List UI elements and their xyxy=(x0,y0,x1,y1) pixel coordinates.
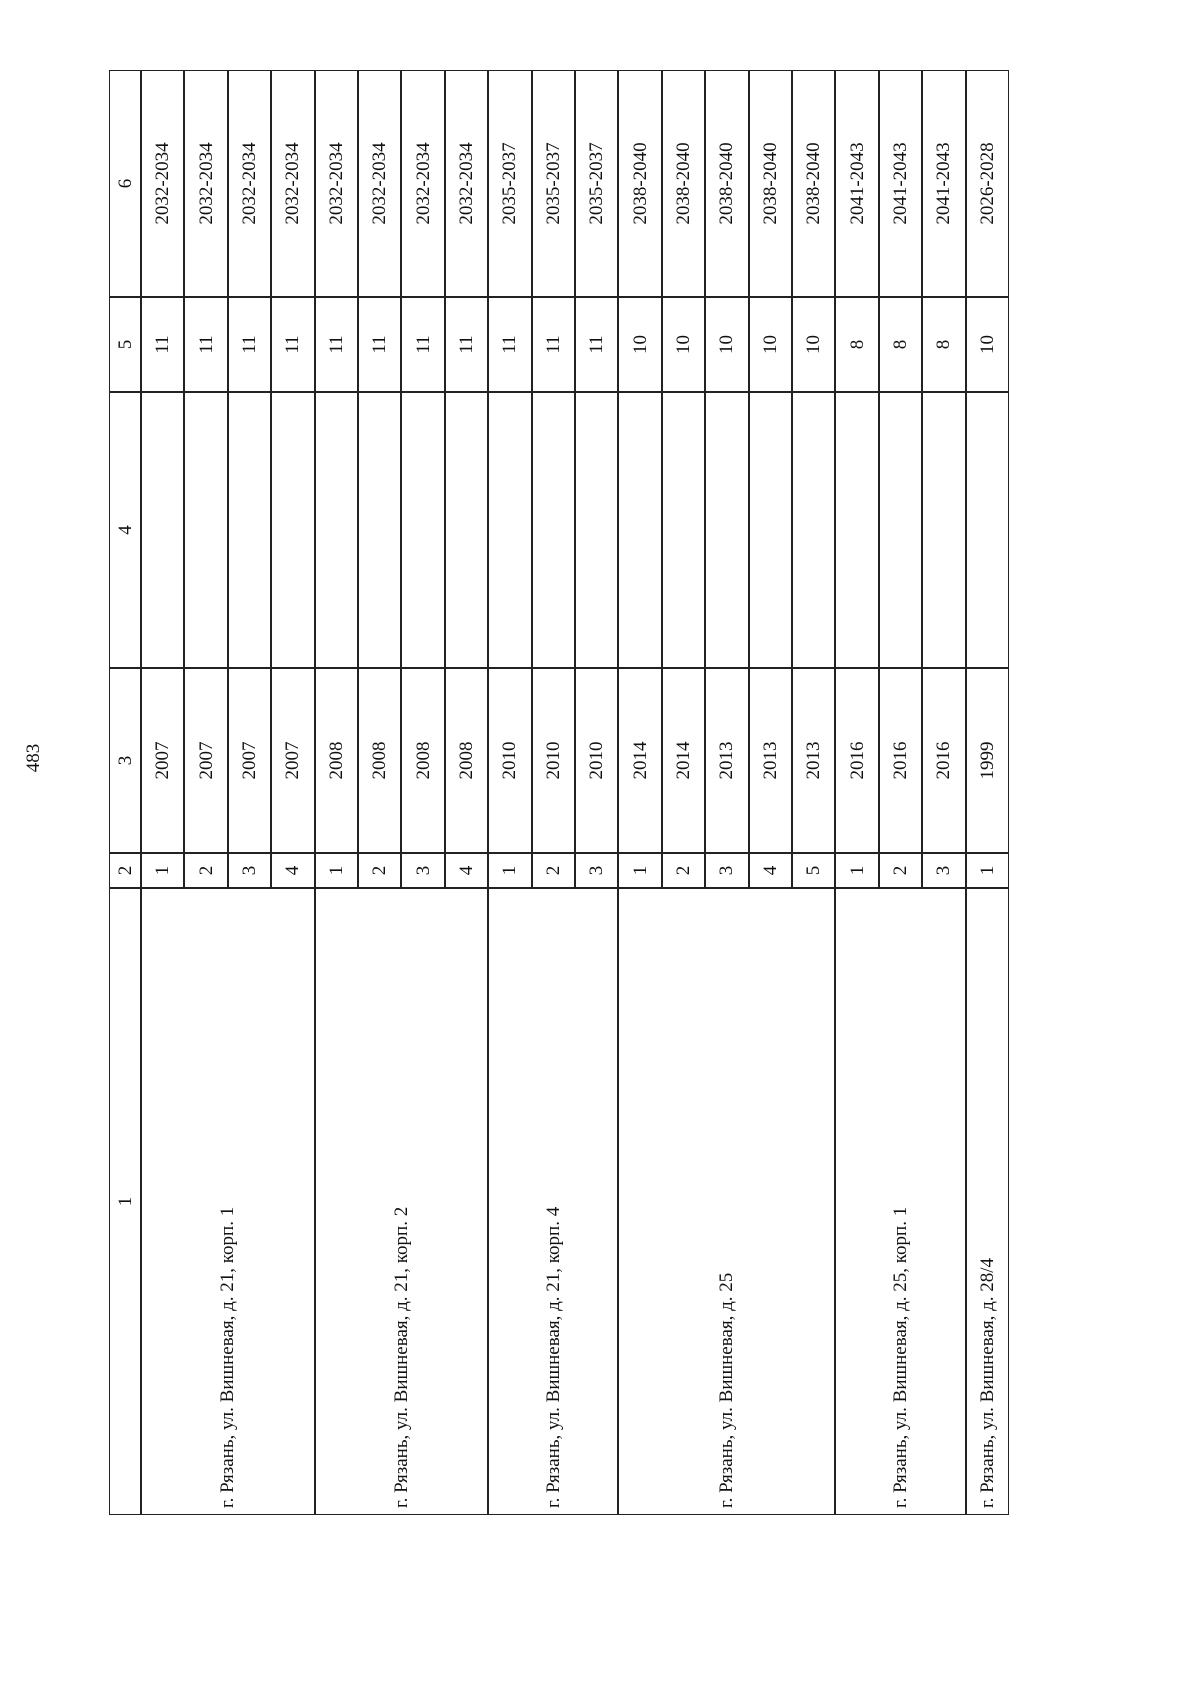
row-cell-year: 2008 xyxy=(358,668,401,853)
address-cell: г. Рязань, ул. Вишневая, д. 28/4 xyxy=(966,888,1009,1515)
row-cell-year: 2008 xyxy=(315,668,358,853)
row-cell-no: 3 xyxy=(228,853,271,888)
row-cell-no: 4 xyxy=(445,853,488,888)
row-cell-no: 1 xyxy=(315,853,358,888)
row-cell-col4 xyxy=(966,392,1009,668)
row-cell-year: 2013 xyxy=(705,668,748,853)
row-cell-col5: 11 xyxy=(401,297,444,392)
row-cell-col4 xyxy=(488,392,531,668)
row-cell-col5: 10 xyxy=(662,297,705,392)
row-cell-period: 2035-2037 xyxy=(532,70,575,297)
row-cell-no: 1 xyxy=(618,853,661,888)
row-cell-col4 xyxy=(792,392,835,668)
row-cell-col5: 11 xyxy=(488,297,531,392)
row-cell-col4 xyxy=(141,392,184,668)
row-cell-period: 2041-2043 xyxy=(835,70,878,297)
row-cell-year: 2007 xyxy=(228,668,271,853)
row-cell-no: 4 xyxy=(271,853,314,888)
row-cell-col5: 11 xyxy=(141,297,184,392)
row-cell-col4 xyxy=(532,392,575,668)
row-cell-period: 2032-2034 xyxy=(358,70,401,297)
row-cell-col5: 10 xyxy=(966,297,1009,392)
row-cell-period: 2032-2034 xyxy=(401,70,444,297)
row-cell-col4 xyxy=(705,392,748,668)
row-cell-col5: 11 xyxy=(271,297,314,392)
row-cell-col5: 11 xyxy=(532,297,575,392)
row-cell-col4 xyxy=(922,392,965,668)
row-cell-year: 2016 xyxy=(922,668,965,853)
row-cell-period: 2035-2037 xyxy=(488,70,531,297)
row-cell-period: 2041-2043 xyxy=(879,70,922,297)
row-cell-no: 3 xyxy=(922,853,965,888)
row-cell-period: 2041-2043 xyxy=(922,70,965,297)
row-cell-period: 2032-2034 xyxy=(445,70,488,297)
row-cell-period: 2032-2034 xyxy=(141,70,184,297)
address-cell: г. Рязань, ул. Вишневая, д. 21, корп. 4 xyxy=(488,888,618,1515)
row-cell-year: 2007 xyxy=(141,668,184,853)
address-cell: г. Рязань, ул. Вишневая, д. 25 xyxy=(618,888,835,1515)
row-cell-no: 3 xyxy=(705,853,748,888)
row-cell-period: 2032-2034 xyxy=(184,70,227,297)
row-cell-col5: 10 xyxy=(792,297,835,392)
row-cell-year: 2013 xyxy=(792,668,835,853)
row-cell-col4 xyxy=(879,392,922,668)
header-cell-6: 6 xyxy=(109,70,141,297)
row-cell-period: 2032-2034 xyxy=(315,70,358,297)
row-cell-no: 3 xyxy=(401,853,444,888)
row-cell-no: 3 xyxy=(575,853,618,888)
row-cell-col5: 11 xyxy=(315,297,358,392)
header-cell-3: 3 xyxy=(109,668,141,853)
row-cell-no: 5 xyxy=(792,853,835,888)
row-cell-period: 2038-2040 xyxy=(749,70,792,297)
row-cell-col5: 11 xyxy=(184,297,227,392)
row-cell-col4 xyxy=(835,392,878,668)
row-cell-year: 2007 xyxy=(271,668,314,853)
row-cell-col4 xyxy=(575,392,618,668)
row-cell-year: 2010 xyxy=(575,668,618,853)
row-cell-year: 2010 xyxy=(488,668,531,853)
address-cell: г. Рязань, ул. Вишневая, д. 21, корп. 1 xyxy=(141,888,315,1515)
row-cell-no: 1 xyxy=(835,853,878,888)
row-cell-col4 xyxy=(401,392,444,668)
row-cell-no: 1 xyxy=(141,853,184,888)
row-cell-col4 xyxy=(271,392,314,668)
page-number: 483 xyxy=(23,743,44,773)
row-cell-col5: 11 xyxy=(445,297,488,392)
row-cell-col5: 11 xyxy=(228,297,271,392)
address-cell: г. Рязань, ул. Вишневая, д. 25, корп. 1 xyxy=(835,888,965,1515)
row-cell-col4 xyxy=(315,392,358,668)
row-cell-no: 1 xyxy=(488,853,531,888)
data-table xyxy=(109,70,1085,1515)
row-cell-col5: 11 xyxy=(575,297,618,392)
row-cell-year: 2014 xyxy=(662,668,705,853)
row-cell-period: 2038-2040 xyxy=(618,70,661,297)
row-cell-year: 1999 xyxy=(966,668,1009,853)
row-cell-col5: 10 xyxy=(618,297,661,392)
row-cell-year: 2016 xyxy=(879,668,922,853)
row-cell-period: 2026-2028 xyxy=(966,70,1009,297)
header-cell-5: 5 xyxy=(109,297,141,392)
row-cell-period: 2032-2034 xyxy=(271,70,314,297)
row-cell-col4 xyxy=(749,392,792,668)
row-cell-col4 xyxy=(358,392,401,668)
row-cell-no: 2 xyxy=(532,853,575,888)
row-cell-year: 2007 xyxy=(184,668,227,853)
row-cell-no: 2 xyxy=(358,853,401,888)
row-cell-no: 4 xyxy=(749,853,792,888)
row-cell-col4 xyxy=(662,392,705,668)
row-cell-no: 2 xyxy=(879,853,922,888)
row-cell-col4 xyxy=(618,392,661,668)
row-cell-period: 2038-2040 xyxy=(792,70,835,297)
row-cell-col4 xyxy=(228,392,271,668)
row-cell-year: 2008 xyxy=(445,668,488,853)
address-cell: г. Рязань, ул. Вишневая, д. 21, корп. 2 xyxy=(315,888,489,1515)
row-cell-col5: 11 xyxy=(358,297,401,392)
row-cell-period: 2032-2034 xyxy=(228,70,271,297)
row-cell-period: 2038-2040 xyxy=(662,70,705,297)
row-cell-col5: 10 xyxy=(705,297,748,392)
row-cell-year: 2016 xyxy=(835,668,878,853)
row-cell-year: 2014 xyxy=(618,668,661,853)
header-cell-1: 1 xyxy=(109,888,141,1515)
row-cell-col4 xyxy=(184,392,227,668)
header-cell-2: 2 xyxy=(109,853,141,888)
row-cell-no: 1 xyxy=(966,853,1009,888)
row-cell-period: 2038-2040 xyxy=(705,70,748,297)
row-cell-year: 2013 xyxy=(749,668,792,853)
row-cell-col5: 8 xyxy=(879,297,922,392)
row-cell-col5: 8 xyxy=(922,297,965,392)
row-cell-year: 2008 xyxy=(401,668,444,853)
row-cell-col5: 10 xyxy=(749,297,792,392)
row-cell-col5: 8 xyxy=(835,297,878,392)
row-cell-year: 2010 xyxy=(532,668,575,853)
row-cell-no: 2 xyxy=(662,853,705,888)
row-cell-period: 2035-2037 xyxy=(575,70,618,297)
row-cell-col4 xyxy=(445,392,488,668)
row-cell-no: 2 xyxy=(184,853,227,888)
header-cell-4: 4 xyxy=(109,392,141,668)
